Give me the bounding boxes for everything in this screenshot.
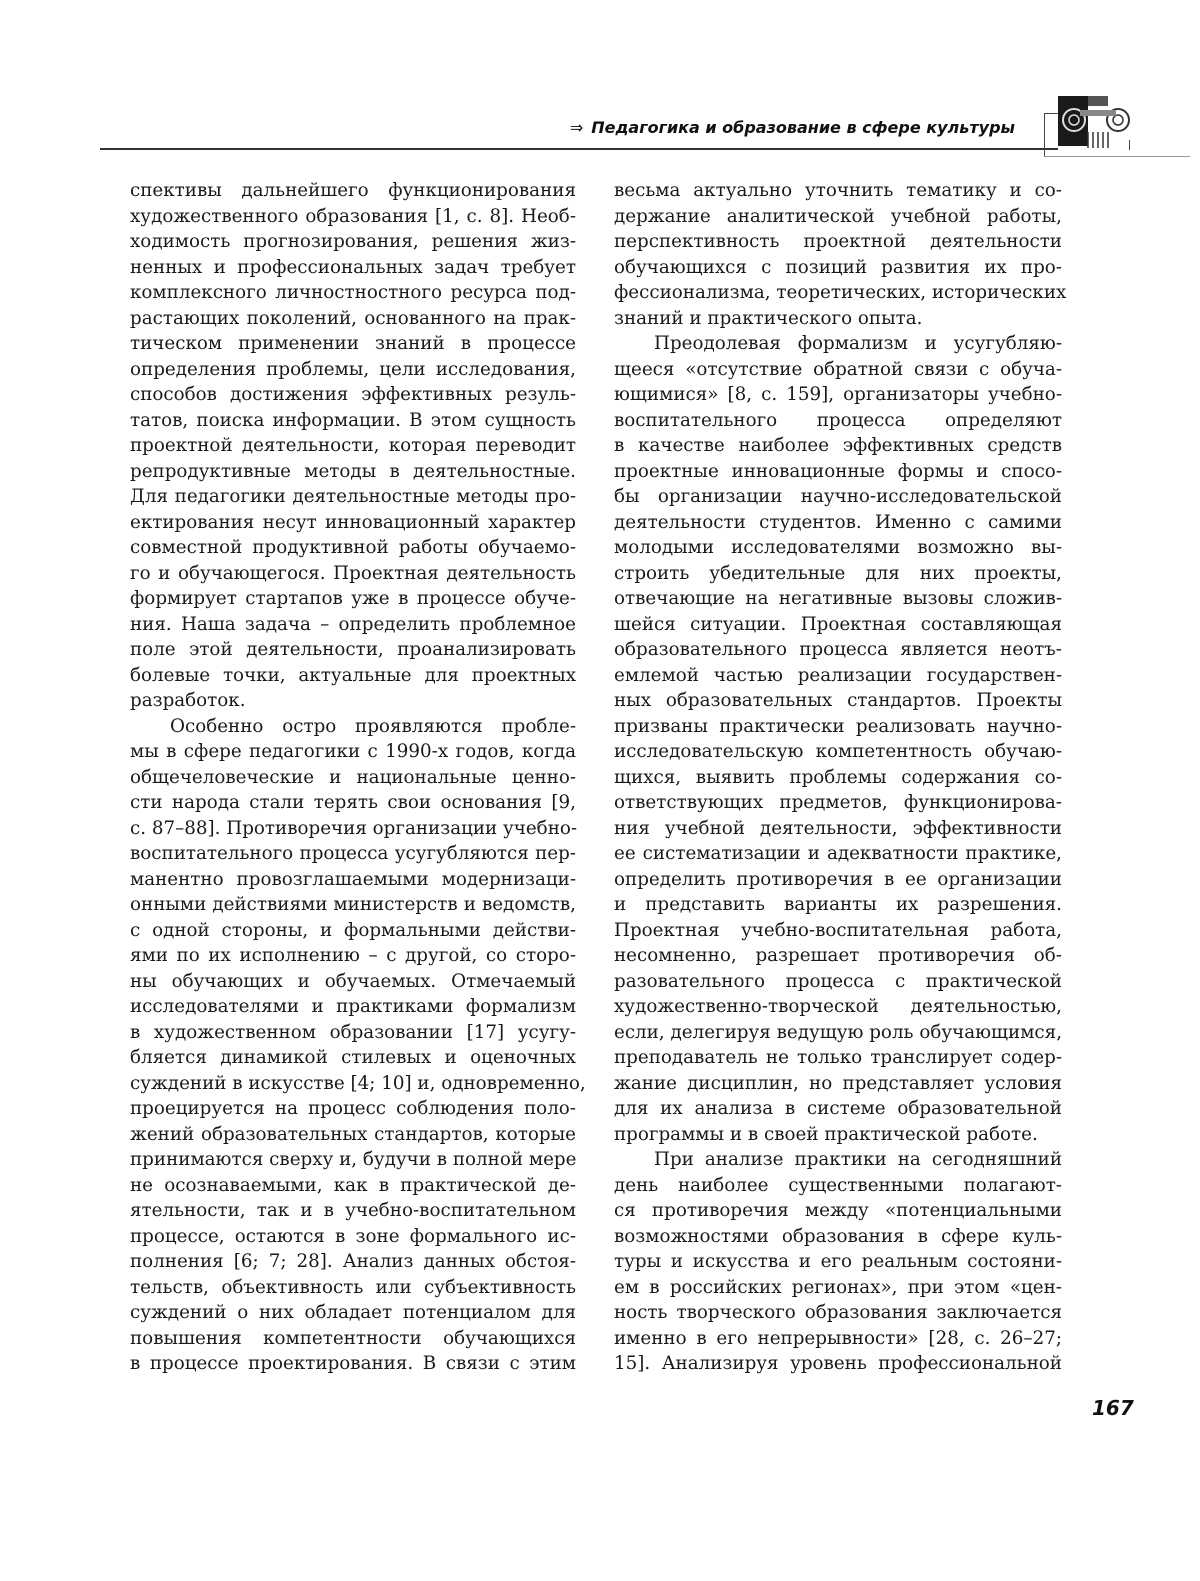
text-line: деятельности студентов. Именно с самими bbox=[614, 511, 1062, 533]
running-header-title: Педагогика и образование в сфере культуры bbox=[591, 118, 1015, 137]
text-line: щееся «отсутствие обратной связи с обуча- bbox=[614, 358, 1062, 380]
text-line: способов достижения эффективных резуль- bbox=[130, 384, 576, 405]
text-line: преподаватель не только транслирует содер- bbox=[614, 1047, 1062, 1068]
text-line: ны обучающих и обучаемых. Отмечаемый bbox=[130, 970, 576, 992]
text-line: Для педагогики деятельностные методы про- bbox=[130, 486, 576, 507]
text-line: репродуктивные методы в деятельностные. bbox=[130, 460, 576, 482]
text-line: в процессе проектирования. В связи с этим bbox=[130, 1353, 576, 1374]
text-line: день наиболее существенными полагают- bbox=[614, 1174, 1062, 1196]
text-line: ния учебной деятельности, эффективности bbox=[614, 817, 1062, 839]
text-line: щихся, выявить проблемы содержания со- bbox=[614, 766, 1062, 788]
text-column-left bbox=[130, 178, 586, 1377]
text-line: ями по их исполнению – с другой, со сторо- bbox=[130, 945, 576, 966]
text-line: художественно-творческой деятельностью, bbox=[614, 996, 1062, 1017]
text-line: в художественном образовании [17] усугу- bbox=[130, 1021, 576, 1043]
text-line: принимаются сверху и, будучи в полной мере bbox=[130, 1149, 577, 1170]
text-line: При анализе практики на сегодняшний bbox=[654, 1149, 1062, 1170]
text-line: бы организации научно-исследовательской bbox=[614, 486, 1062, 507]
text-line: для их анализа в системе образовательной bbox=[614, 1098, 1062, 1119]
header-bracket bbox=[1044, 156, 1190, 157]
text-line: художественного образования [1, с. 8]. Необ- bbox=[130, 205, 576, 227]
text-line: тельств, объективность или субъективность bbox=[130, 1276, 576, 1298]
text-line: ющимися» [8, с. 159], организаторы учебно- bbox=[614, 384, 1062, 405]
text-line: отвечающие на негативные вызовы сложив- bbox=[614, 588, 1062, 609]
text-line: образовательного процесса является неотъ- bbox=[614, 639, 1062, 660]
header-rule bbox=[100, 148, 1058, 150]
text-line: определения проблемы, цели исследования, bbox=[130, 358, 576, 380]
text-line: ных образовательных стандартов. Проекты bbox=[614, 690, 1062, 711]
text-line: Особенно остро проявляются пробле- bbox=[170, 715, 576, 737]
text-line: 15]. Анализируя уровень профессиональной bbox=[614, 1353, 1062, 1374]
text-line: туры и искусства и его реальным состояни- bbox=[614, 1251, 1062, 1272]
text-line: перспективность проектной деятельности bbox=[614, 231, 1062, 252]
text-line: суждений о них обладает потенциалом для bbox=[130, 1302, 576, 1323]
text-line: весьма актуально уточнить тематику и со- bbox=[614, 180, 1062, 201]
text-line: исследовательскую компетентность обучаю- bbox=[614, 741, 1062, 762]
header-bracket bbox=[1044, 113, 1058, 114]
text-line: исследователями и практиками формализм bbox=[130, 996, 576, 1017]
text-line: ответствующих предметов, функционирова- bbox=[614, 792, 1062, 813]
text-column-right bbox=[614, 178, 1067, 1377]
text-line: ектирования несут инновационный характер bbox=[130, 511, 576, 533]
text-line: растающих поколений, основанного на прак- bbox=[130, 307, 576, 329]
text-line: татов, поиска информации. В этом сущность bbox=[130, 409, 576, 431]
text-line: бляется динамикой стилевых и оценочных bbox=[130, 1047, 576, 1068]
text-line: держание аналитической учебной работы, bbox=[614, 205, 1062, 227]
header-bracket bbox=[1044, 113, 1045, 157]
text-line: определить противоречия в ее организации bbox=[614, 868, 1062, 890]
text-line: болевые точки, актуальные для проектных bbox=[130, 664, 576, 686]
text-line: с. 87–88]. Противоречия организации учебно- bbox=[130, 817, 578, 839]
text-line: манентно провозглашаемыми модернизаци- bbox=[130, 868, 576, 890]
text-line: разработок. bbox=[130, 690, 246, 711]
text-line: проектной деятельности, которая переводит bbox=[130, 435, 576, 456]
text-line: жание дисциплин, но представляет условия bbox=[614, 1072, 1062, 1094]
text-line: проецируется на процесс соблюдения поло- bbox=[130, 1098, 576, 1119]
text-line: обучающихся с позиций развития их про- bbox=[614, 256, 1062, 278]
text-line: мы в сфере педагогики с 1990-х годов, когда bbox=[130, 741, 576, 762]
text-line: несомненно, разрешает противоречия об- bbox=[614, 945, 1062, 966]
text-line: ния. Наша задача – определить проблемное bbox=[130, 613, 576, 635]
text-line: молодыми исследователями возможно вы- bbox=[614, 537, 1062, 558]
text-line: шейся ситуации. Проектная составляющая bbox=[614, 613, 1062, 635]
text-line: тическом применении знаний в процессе bbox=[130, 333, 576, 354]
text-line: ятельности, так и в учебно-воспитательном bbox=[130, 1200, 576, 1221]
text-line: ем в российских регионах», при этом «цен- bbox=[614, 1276, 1062, 1298]
text-line: знаний и практического опыта. bbox=[614, 307, 923, 329]
text-line: призваны практически реализовать научно- bbox=[614, 715, 1062, 737]
text-line: емлемой частью реализации государствен- bbox=[614, 664, 1062, 686]
text-line: жений образовательных стандартов, которые bbox=[130, 1123, 576, 1145]
text-line: полнения [6; 7; 28]. Анализ данных обстоя- bbox=[130, 1251, 576, 1272]
text-line: если, делегируя ведущую роль обучающимся, bbox=[614, 1021, 1062, 1043]
text-line: фессионализма, теоретических, исторических bbox=[614, 282, 1067, 303]
text-line: разовательного процесса с практической bbox=[614, 970, 1062, 992]
text-line: ее систематизации и адекватности практике, bbox=[614, 843, 1062, 864]
text-line: совместной продуктивной работы обучаемо- bbox=[130, 537, 576, 558]
text-line: воспитательного процесса определяют bbox=[614, 409, 1062, 431]
text-line: го и обучающегося. Проектная деятельность bbox=[130, 562, 576, 584]
text-line: и представить варианты их разрешения. bbox=[614, 894, 1062, 915]
text-line: строить убедительные для них проекты, bbox=[614, 562, 1062, 584]
text-line: возможностями образования в сфере куль- bbox=[614, 1225, 1062, 1247]
text-line: формирует стартапов уже в процессе обуче- bbox=[130, 588, 576, 609]
text-line: суждений в искусстве [4; 10] и, одновременно, bbox=[130, 1072, 586, 1094]
text-line: проектные инновационные формы и спосо- bbox=[614, 460, 1062, 482]
text-line: программы и в своей практической работе. bbox=[614, 1123, 1038, 1145]
text-line: сти народа стали терять свои основания [9, bbox=[130, 792, 576, 813]
text-line: в качестве наиболее эффективных средств bbox=[614, 435, 1062, 456]
text-line: повышения компетентности обучающихся bbox=[130, 1327, 576, 1349]
text-line: Проектная учебно-воспитательная работа, bbox=[614, 919, 1062, 941]
text-line: Преодолевая формализм и усугубляю- bbox=[654, 333, 1062, 354]
ionic-column-capital-icon bbox=[1058, 96, 1136, 152]
text-line: ность творческого образования заключается bbox=[614, 1302, 1062, 1323]
text-line: поле этой деятельности, проанализировать bbox=[130, 639, 576, 660]
text-line: комплексного личностностного ресурса под- bbox=[130, 282, 576, 303]
running-header bbox=[570, 118, 1015, 137]
text-line: процессе, остаются в зоне формального ис- bbox=[130, 1225, 576, 1247]
text-line: не осознаваемыми, как в практической де- bbox=[130, 1174, 576, 1196]
text-line: воспитательного процесса усугубляются пер- bbox=[130, 843, 576, 864]
text-line: ненных и профессиональных задач требует bbox=[130, 256, 576, 278]
text-line: спективы дальнейшего функционирования bbox=[130, 180, 576, 201]
text-line: ходимость прогнозирования, решения жиз- bbox=[130, 231, 576, 252]
text-line: с одной стороны, и формальными действи- bbox=[130, 919, 576, 941]
text-line: онными действиями министерств и ведомств, bbox=[130, 894, 576, 915]
text-line: общечеловеческие и национальные ценно- bbox=[130, 766, 576, 788]
double-right-arrow-icon: ⇒ bbox=[569, 118, 584, 137]
text-line: ся противоречия между «потенциальными bbox=[614, 1200, 1062, 1221]
page-number: 167 bbox=[1092, 1396, 1134, 1420]
text-line: именно в его непрерывности» [28, с. 26–27; bbox=[614, 1327, 1062, 1349]
